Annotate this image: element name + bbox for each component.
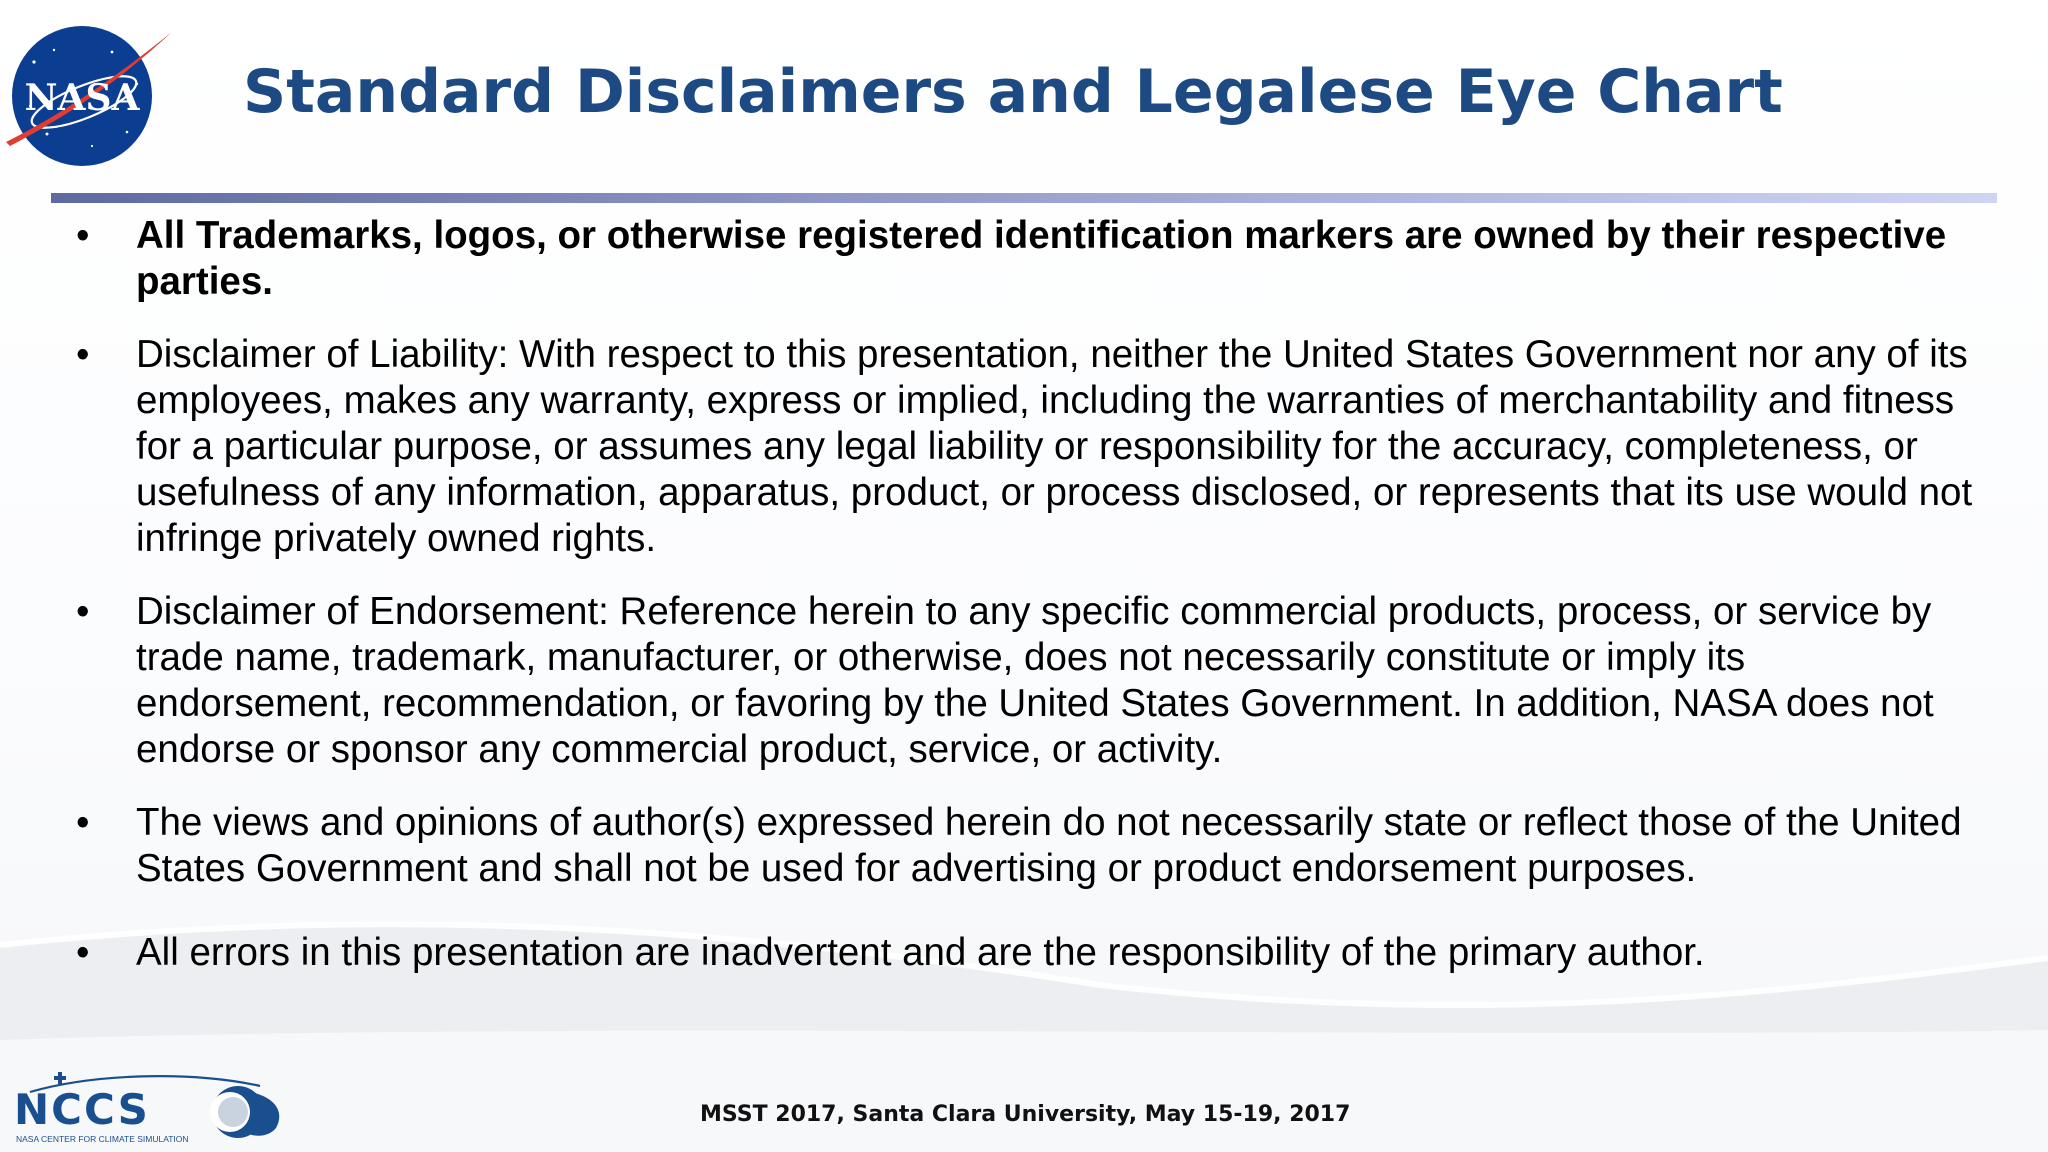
- bullet-dot: •: [76, 801, 90, 844]
- bullet-dot: •: [76, 931, 90, 974]
- footer-conference: MSST 2017, Santa Clara University, May 15-19, 2017: [700, 1102, 1351, 1127]
- bullet-text: Disclaimer of Endorsement: Reference herein to any specific commercial products, process, or service by trade name, trademark, manufacturer, or otherwise, does not necessarily constitute or imply its endorsement, recommendation, or favoring by the United States Government. In addition, NASA does not endorse or sponsor any commercial product, service, or activity.: [136, 590, 1934, 771]
- bullet-item-views: [70, 800, 1990, 892]
- title-divider: [51, 193, 1997, 203]
- nccs-logo-subtitle: NASA CENTER FOR CLIMATE SIMULATION: [16, 1134, 189, 1144]
- bullet-item-liability: [70, 332, 1990, 562]
- nasa-logo-text: NASA: [24, 77, 140, 119]
- bullet-dot: •: [76, 214, 90, 257]
- bullet-item-trademarks: [70, 213, 1990, 305]
- bullet-dot: •: [76, 590, 90, 633]
- slide-title: Standard Disclaimers and Legalese Eye Chart: [243, 57, 1783, 127]
- bullet-item-endorsement: [70, 589, 1990, 773]
- bullet-text: The views and opinions of author(s) expressed herein do not necessarily state or reflect those of the United States Government and shall not be used for advertising or product endorsement purposes.: [136, 801, 1962, 890]
- bullet-text: All Trademarks, logos, or otherwise registered identification markers are owned by their respective parties.: [136, 214, 1947, 303]
- nccs-logo-text: NCCS: [14, 1085, 150, 1134]
- bullet-text: Disclaimer of Liability: With respect to this presentation, neither the United States Government nor any of its employees, makes any warranty, express or implied, including the warranties of merchantability and fitness for a particular purpose, or assumes any legal liability or responsibility for the accuracy, completeness, or usefulness of any information, apparatus, product, or process disclosed, or represents that its use would not infringe privately owned rights.: [136, 333, 1973, 560]
- bullet-dot: •: [76, 333, 90, 376]
- bullet-item-errors: [70, 930, 1990, 976]
- nasa-logo: [2, 22, 174, 172]
- nccs-logo: [10, 1070, 290, 1148]
- bullet-list: [70, 213, 1990, 1003]
- bullet-text: All errors in this presentation are inadvertent and are the responsibility of the primary author.: [136, 931, 1705, 974]
